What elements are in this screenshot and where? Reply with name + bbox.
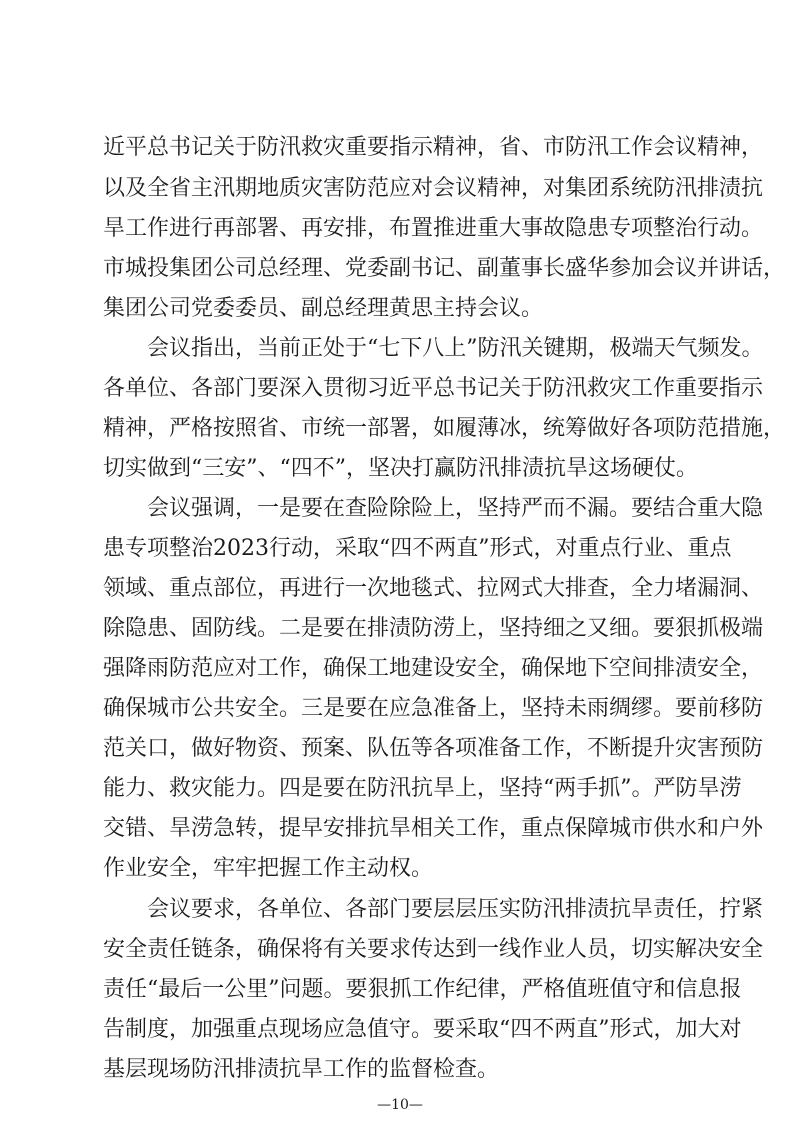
body-text-line: 旱工作进行再部署、再安排，布置推进重大事故隐患专项整治行动。 [103,216,764,241]
body-text-line: 会议强调，一是要在查险除险上，坚持严而不漏。要结合重大隐 [147,496,764,521]
body-text-line: 强降雨防范应对工作，确保工地建设安全，确保地下空间排渍安全， [103,656,764,681]
body-text-line: 以及全省主汛期地质灾害防范应对会议精神，对集团系统防汛排渍抗 [103,176,764,201]
body-text-line: 切实做到“三安”、“四不”，坚决打赢防汛排渍抗旱这场硬仗。 [103,456,698,481]
body-text-line: 近平总书记关于防汛救灾重要指示精神，省、市防汛工作会议精神， [103,135,764,160]
body-text-line: 精神，严格按照省、市统一部署，如履薄冰，统筹做好各项防范措施， [103,416,786,441]
body-text-line: 集团公司党委委员、副总经理黄思主持会议。 [103,296,544,321]
body-text-line: 告制度，加强重点现场应急值守。要采取“四不两直”形式，加大对 [103,1017,742,1042]
body-text-line: 患专项整治2023行动，采取“四不两直”形式，对重点行业、重点 [103,536,732,561]
body-text-line: 会议指出，当前正处于“七下八上”防汛关键期，极端天气频发。 [147,336,764,361]
body-text-line: 市城投集团公司总经理、党委副书记、副董事长盛华参加会议并讲话， [103,256,786,281]
body-text-line: 领域、重点部位，再进行一次地毯式、拉网式大排查，全力堵漏洞、 [103,576,764,601]
body-text-line: 安全责任链条，确保将有关要求传达到一线作业人员，切实解决安全 [103,937,764,962]
body-text-line: 作业安全，牢牢把握工作主动权。 [103,856,434,881]
body-text-line: 会议要求，各单位、各部门要层层压实防汛排渍抗旱责任，拧紧 [147,897,764,922]
body-text-line: 确保城市公共安全。三是要在应急准备上，坚持未雨绸缪。要前移防 [103,696,764,721]
body-text-line: 基层现场防汛排渍抗旱工作的监督检查。 [103,1057,500,1082]
body-text-line: 能力、救灾能力。四是要在防汛抗旱上，坚持“两手抓”。严防旱涝 [103,776,742,801]
body-text-line: 各单位、各部门要深入贯彻习近平总书记关于防汛救灾工作重要指示 [103,376,764,401]
body-text-line: 交错、旱涝急转，提早安排抗旱相关工作，重点保障城市供水和户外 [103,816,764,841]
body-text-line: 责任“最后一公里”问题。要狠抓工作纪律，严格值班值守和信息报 [103,977,742,1002]
body-text-line: 除隐患、固防线。二是要在排渍防涝上，坚持细之又细。要狠抓极端 [103,616,764,641]
page-number: —10— [377,1097,423,1113]
body-text-line: 范关口，做好物资、预案、队伍等各项准备工作，不断提升灾害预防 [103,736,764,761]
